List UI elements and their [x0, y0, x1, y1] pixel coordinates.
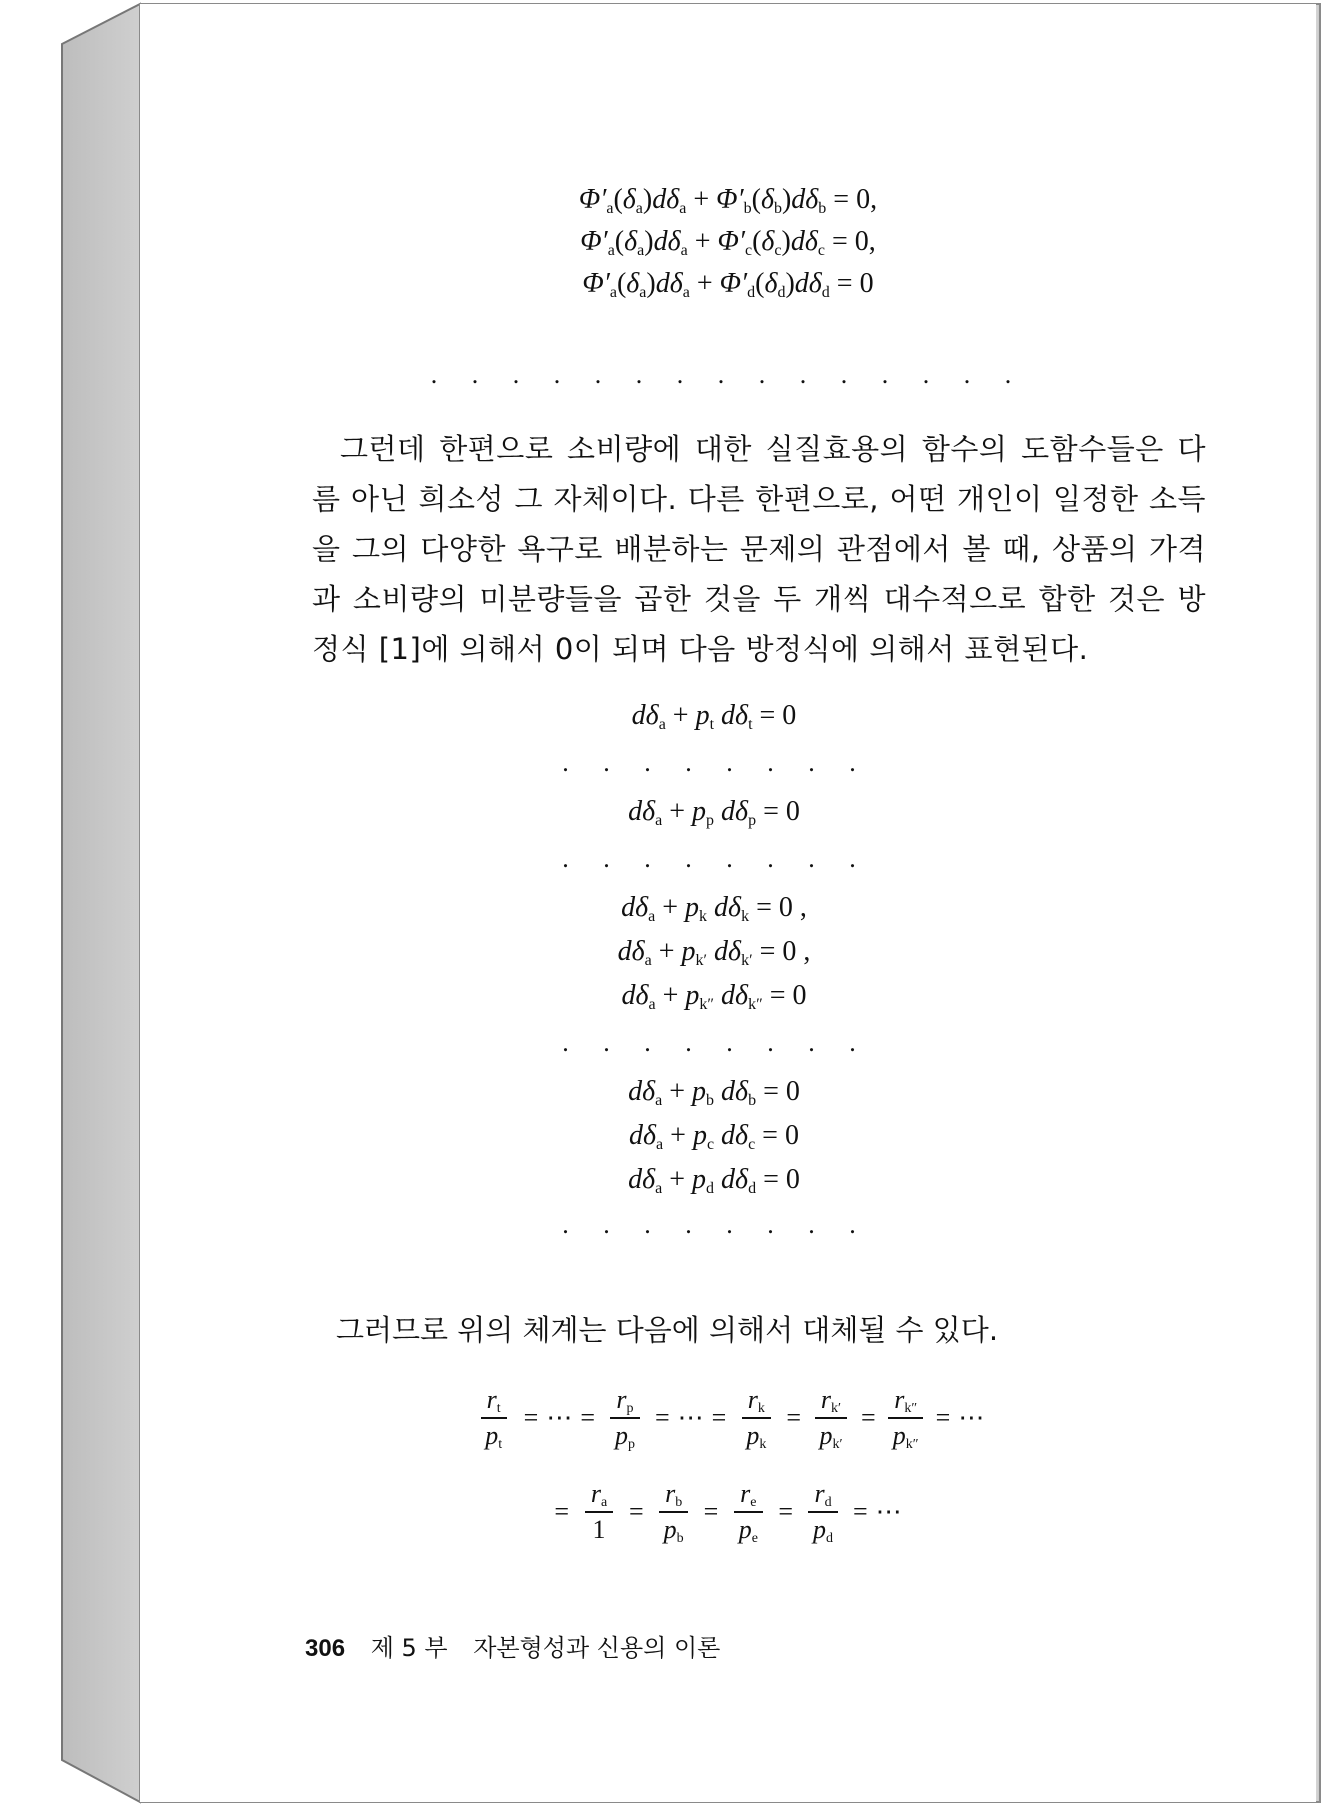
equation-subscript: d: [706, 1180, 715, 1197]
numerator-symbol: r: [747, 1385, 758, 1414]
numerator-symbol: r: [486, 1385, 497, 1414]
equation-symbol: δ: [760, 184, 774, 215]
equation-text: ): [646, 268, 656, 299]
equals-sign: =: [935, 1403, 951, 1432]
equation-text: +: [662, 1164, 693, 1195]
equation-text: +: [686, 184, 717, 215]
fraction-numerator: [659, 1480, 688, 1513]
equation-line: [126, 794, 1302, 830]
equation-text: = 0: [762, 980, 807, 1011]
fraction-subscript: p: [626, 1401, 634, 1416]
fraction: [734, 1386, 778, 1450]
body-paragraph: [312, 424, 1206, 674]
fraction-subscript: k: [757, 1401, 765, 1416]
equation-subscript: a: [637, 242, 645, 259]
equation-line: [126, 698, 1302, 734]
equation-subscript: a: [644, 952, 652, 969]
equation-text: (: [614, 226, 625, 257]
equation-symbol: dδ: [628, 1164, 656, 1195]
fraction: [472, 1386, 516, 1450]
equation-symbol: dδ: [653, 226, 681, 257]
paragraph-text: 그런데 한편으로 소비량에 대한 실질효용의 함수의 도함수들은 다름 아닌 희소성 그 자체이다. 다른 한편으로, 어떤 개인이 일정한 소득을 그의 다양한 욕구로 배분하는 문제의 관점에서 볼 때, 상품의 가격과 소비량의 미분량들을 곱한 것을 두 개씩 대수적으로 합한 것은 방정식 [1]에 의해서 0이 되며 다음 방정식에 의해서 표현된다.: [312, 432, 1206, 666]
denominator-symbol: p: [485, 1421, 499, 1450]
equation-line: [140, 224, 1316, 260]
equation-subscript: a: [639, 284, 647, 301]
equation-subscript: d: [821, 284, 830, 301]
equation-text: [707, 936, 714, 967]
equation-text: = 0: [829, 268, 874, 299]
equation-symbol: Φ′: [719, 268, 748, 299]
equals-sign: =: [703, 1497, 719, 1526]
fraction-denominator: [615, 1419, 635, 1450]
ellipsis-dots: . . . . . . . . . . . . . . .: [430, 360, 1026, 389]
fraction-subscript: b: [675, 1495, 683, 1510]
equation-subscript: a: [658, 716, 666, 733]
equation-subscript: a: [655, 1180, 663, 1197]
equation-subscript: b: [706, 1092, 715, 1109]
ellipsis: ⋯: [875, 1497, 902, 1526]
fraction-denominator: 1: [592, 1515, 606, 1544]
equation-subscript: a: [606, 200, 614, 217]
equation-subscript: a: [607, 242, 615, 259]
equation-subscript: a: [655, 812, 663, 829]
fraction-numerator: [815, 1386, 847, 1419]
equation-symbol: dδ: [621, 980, 649, 1011]
equation-symbol: δ: [622, 184, 636, 215]
fraction-subscript: k′: [831, 1401, 842, 1416]
equation-subscript: a: [635, 200, 643, 217]
denominator-symbol: p: [663, 1515, 677, 1544]
equation-subscript: d: [777, 284, 786, 301]
equation-text: +: [665, 700, 696, 731]
denominator-symbol: p: [738, 1515, 752, 1544]
equation-symbol: dδ: [629, 1120, 657, 1151]
ellipsis: ⋯: [546, 1403, 573, 1432]
body-sentence: 그러므로 위의 체계는 다음에 의해서 대체될 수 있다.: [336, 1313, 999, 1347]
ellipsis-dots: . . . . . . . .: [562, 1028, 870, 1057]
equation-symbol: Φ′: [580, 226, 608, 257]
equals-sign: =: [711, 1403, 727, 1432]
equation-text: [714, 700, 721, 731]
equation-text: (: [751, 184, 761, 215]
equation-symbol: p: [685, 980, 700, 1011]
part-label: 제 5 부: [370, 1634, 448, 1662]
equals-sign: =: [628, 1497, 644, 1526]
equation-text: +: [662, 796, 693, 827]
equation-subscript: c: [748, 1136, 756, 1153]
equation-symbol: dδ: [794, 268, 822, 299]
equation-symbol: dδ: [791, 184, 819, 215]
equation-text: ): [781, 184, 792, 215]
equation-subscript: b: [748, 1092, 757, 1109]
fraction: [603, 1386, 647, 1450]
equals-sign: =: [580, 1403, 595, 1432]
denominator-symbol: p: [819, 1421, 833, 1450]
equation-text: ): [644, 226, 654, 257]
equation-subscript: b: [818, 200, 827, 217]
equation-symbol: dδ: [790, 226, 818, 257]
fraction-subscript: t: [496, 1401, 501, 1416]
equation-line: [126, 890, 1302, 926]
fraction-numerator: [610, 1386, 639, 1419]
fraction: [809, 1386, 853, 1450]
equation-symbol: dδ: [721, 796, 749, 827]
equation-symbol: dδ: [721, 700, 749, 731]
fraction-subscript: t: [498, 1437, 503, 1452]
equation-symbol: p: [695, 700, 710, 731]
equation-symbol: dδ: [628, 796, 656, 827]
equation-text: = 0,: [824, 226, 876, 257]
equation-symbol: dδ: [631, 700, 659, 731]
equation-symbol: p: [692, 1120, 707, 1151]
equation-symbol: dδ: [617, 936, 645, 967]
equation-symbol: Φ′: [582, 268, 610, 299]
equation-subscript: d: [747, 284, 756, 301]
denominator-symbol: p: [614, 1421, 628, 1450]
equation-text: [714, 980, 721, 1011]
equation-symbol: dδ: [652, 184, 680, 215]
equation-subscript: k′: [695, 952, 708, 969]
equation-symbol: δ: [626, 268, 640, 299]
equation-text: (: [613, 184, 623, 215]
equation-text: (: [616, 268, 627, 299]
equation-text: ): [781, 226, 791, 257]
fraction-numerator: [585, 1480, 613, 1513]
equation-symbol: δ: [624, 226, 638, 257]
equation-text: +: [651, 936, 682, 967]
equals-sign: =: [523, 1403, 539, 1432]
equation-text: (: [755, 268, 765, 299]
equation-subscript: a: [682, 284, 690, 301]
ratio-row-1: [140, 1386, 1316, 1450]
equation-subscript: p: [706, 812, 715, 829]
equation-text: +: [655, 892, 686, 923]
fraction-subscript: b: [676, 1531, 684, 1546]
equation-symbol: Φ′: [578, 184, 607, 215]
fraction-subscript: e: [751, 1531, 758, 1546]
ellipsis: ⋯: [677, 1403, 704, 1432]
fraction: [726, 1480, 770, 1544]
equation-line: [140, 266, 1316, 302]
equation-text: [714, 1164, 721, 1195]
equation-subscript: a: [648, 996, 656, 1013]
equation-line: [126, 1118, 1302, 1154]
equation-line: [140, 182, 1316, 218]
ellipsis: ⋯: [958, 1403, 985, 1432]
numerator-symbol: r: [820, 1385, 832, 1414]
equation-symbol: Φ′: [716, 184, 744, 215]
equation-text: ): [642, 184, 653, 215]
fraction-numerator: [808, 1480, 837, 1513]
denominator-symbol: p: [746, 1421, 760, 1450]
equation-text: +: [662, 1076, 693, 1107]
equation-text: +: [655, 980, 686, 1011]
equals-sign: =: [654, 1403, 670, 1432]
equation-text: +: [687, 226, 718, 257]
numerator-symbol: r: [740, 1479, 751, 1508]
equals-sign: =: [778, 1497, 793, 1526]
fraction-subscript: k″: [904, 1401, 918, 1416]
equation-text: = 0: [756, 796, 800, 827]
equation-symbol: δ: [761, 226, 775, 257]
equation-symbol: dδ: [721, 980, 749, 1011]
equation-text: = 0: [756, 1076, 800, 1107]
equation-text: +: [663, 1120, 693, 1151]
equation-subscript: a: [655, 1092, 663, 1109]
fraction-denominator: [485, 1419, 502, 1450]
numerator-symbol: r: [894, 1385, 905, 1414]
equation-symbol: dδ: [621, 892, 649, 923]
chapter-title: 자본형성과 신용의 이론: [473, 1634, 721, 1662]
equation-symbol: dδ: [721, 1164, 749, 1195]
ratio-row-2: [140, 1480, 1316, 1544]
equation-subscript: p: [748, 812, 757, 829]
equation-subscript: a: [679, 200, 687, 217]
equation-text: ): [785, 268, 795, 299]
numerator-symbol: r: [814, 1479, 825, 1508]
fraction-subscript: d: [826, 1531, 833, 1546]
fraction-denominator: [819, 1419, 842, 1450]
fraction-subscript: k′: [832, 1437, 843, 1452]
equation-subscript: t: [709, 716, 715, 733]
ellipsis-dots: . . . . . . . .: [562, 844, 870, 873]
fraction-denominator: [739, 1513, 758, 1544]
ellipsis-dots: . . . . . . . .: [562, 1210, 870, 1239]
equation-subscript: c: [817, 242, 825, 259]
fraction-denominator: [664, 1513, 684, 1544]
fraction-denominator: [893, 1419, 919, 1450]
fraction-numerator: [888, 1386, 923, 1419]
equation-text: [714, 1120, 721, 1151]
numerator-symbol: r: [590, 1479, 601, 1508]
equation-text: = 0: [756, 1164, 800, 1195]
fraction: [652, 1480, 696, 1544]
fraction-subscript: e: [750, 1495, 757, 1510]
equation-line: [126, 934, 1302, 970]
equation-symbol: dδ: [714, 936, 742, 967]
denominator-symbol: p: [892, 1421, 906, 1450]
numerator-symbol: r: [665, 1479, 676, 1508]
equation-subscript: c: [774, 242, 782, 259]
equals-sign: =: [786, 1403, 801, 1432]
fraction-subscript: a: [600, 1495, 608, 1510]
equation-symbol: dδ: [628, 1076, 656, 1107]
fraction: [884, 1386, 928, 1450]
equation-symbol: dδ: [714, 892, 742, 923]
equation-subscript: d: [748, 1180, 757, 1197]
equation-symbol: p: [685, 892, 700, 923]
equation-line: [126, 1074, 1302, 1110]
equals-sign: =: [554, 1497, 569, 1526]
fraction-numerator: [734, 1480, 762, 1513]
equals-sign: =: [853, 1497, 868, 1526]
page-footer: [305, 1628, 720, 1663]
ellipsis-dots: . . . . . . . .: [562, 748, 870, 777]
fraction-numerator: [742, 1386, 771, 1419]
equation-subscript: b: [743, 200, 752, 217]
fraction-denominator: [746, 1419, 766, 1450]
fraction-denominator: [813, 1513, 833, 1544]
equation-subscript: a: [680, 242, 688, 259]
fraction-subscript: k″: [905, 1437, 919, 1452]
equation-line: [126, 978, 1302, 1014]
fraction-subscript: p: [627, 1437, 635, 1452]
equation-symbol: dδ: [721, 1120, 749, 1151]
equation-symbol: Φ′: [717, 226, 745, 257]
equation-subscript: c: [744, 242, 753, 259]
equation-text: +: [689, 268, 720, 299]
fraction-subscript: d: [824, 1495, 832, 1510]
page-number: 306: [305, 1635, 346, 1662]
equation-symbol: p: [692, 1076, 707, 1107]
equation-text: = 0: [755, 1120, 799, 1151]
equation-subscript: k: [699, 908, 708, 925]
fraction: [801, 1480, 845, 1544]
equation-text: = 0 ,: [749, 892, 807, 923]
equation-symbol: p: [692, 796, 707, 827]
equation-symbol: δ: [764, 268, 778, 299]
equation-symbol: p: [692, 1164, 707, 1195]
numerator-symbol: r: [616, 1385, 627, 1414]
equation-subscript: k″: [748, 996, 763, 1013]
equation-symbol: dδ: [655, 268, 683, 299]
equation-subscript: k′: [741, 952, 753, 969]
equation-subscript: c: [706, 1136, 715, 1153]
equation-text: = 0: [752, 700, 797, 731]
equation-text: = 0 ,: [752, 936, 811, 967]
equation-text: [714, 796, 721, 827]
equation-subscript: t: [748, 716, 753, 733]
fraction: [577, 1480, 621, 1544]
equation-subscript: a: [609, 284, 617, 301]
equals-sign: =: [861, 1403, 876, 1432]
book-page: [140, 4, 1316, 1802]
equation-subscript: k″: [699, 996, 715, 1013]
denominator-symbol: p: [813, 1515, 826, 1544]
equation-text: [707, 892, 714, 923]
equation-subscript: b: [773, 200, 782, 217]
equation-subscript: a: [656, 1136, 664, 1153]
equation-text: = 0,: [826, 184, 878, 215]
equation-symbol: p: [681, 936, 696, 967]
equation-subscript: k: [741, 908, 750, 925]
equation-text: [714, 1076, 721, 1107]
equation-line: [126, 1162, 1302, 1198]
equation-symbol: dδ: [721, 1076, 749, 1107]
equation-subscript: a: [648, 908, 656, 925]
fraction-subscript: k: [759, 1437, 767, 1452]
fraction-numerator: [481, 1386, 507, 1419]
equation-text: (: [752, 226, 762, 257]
